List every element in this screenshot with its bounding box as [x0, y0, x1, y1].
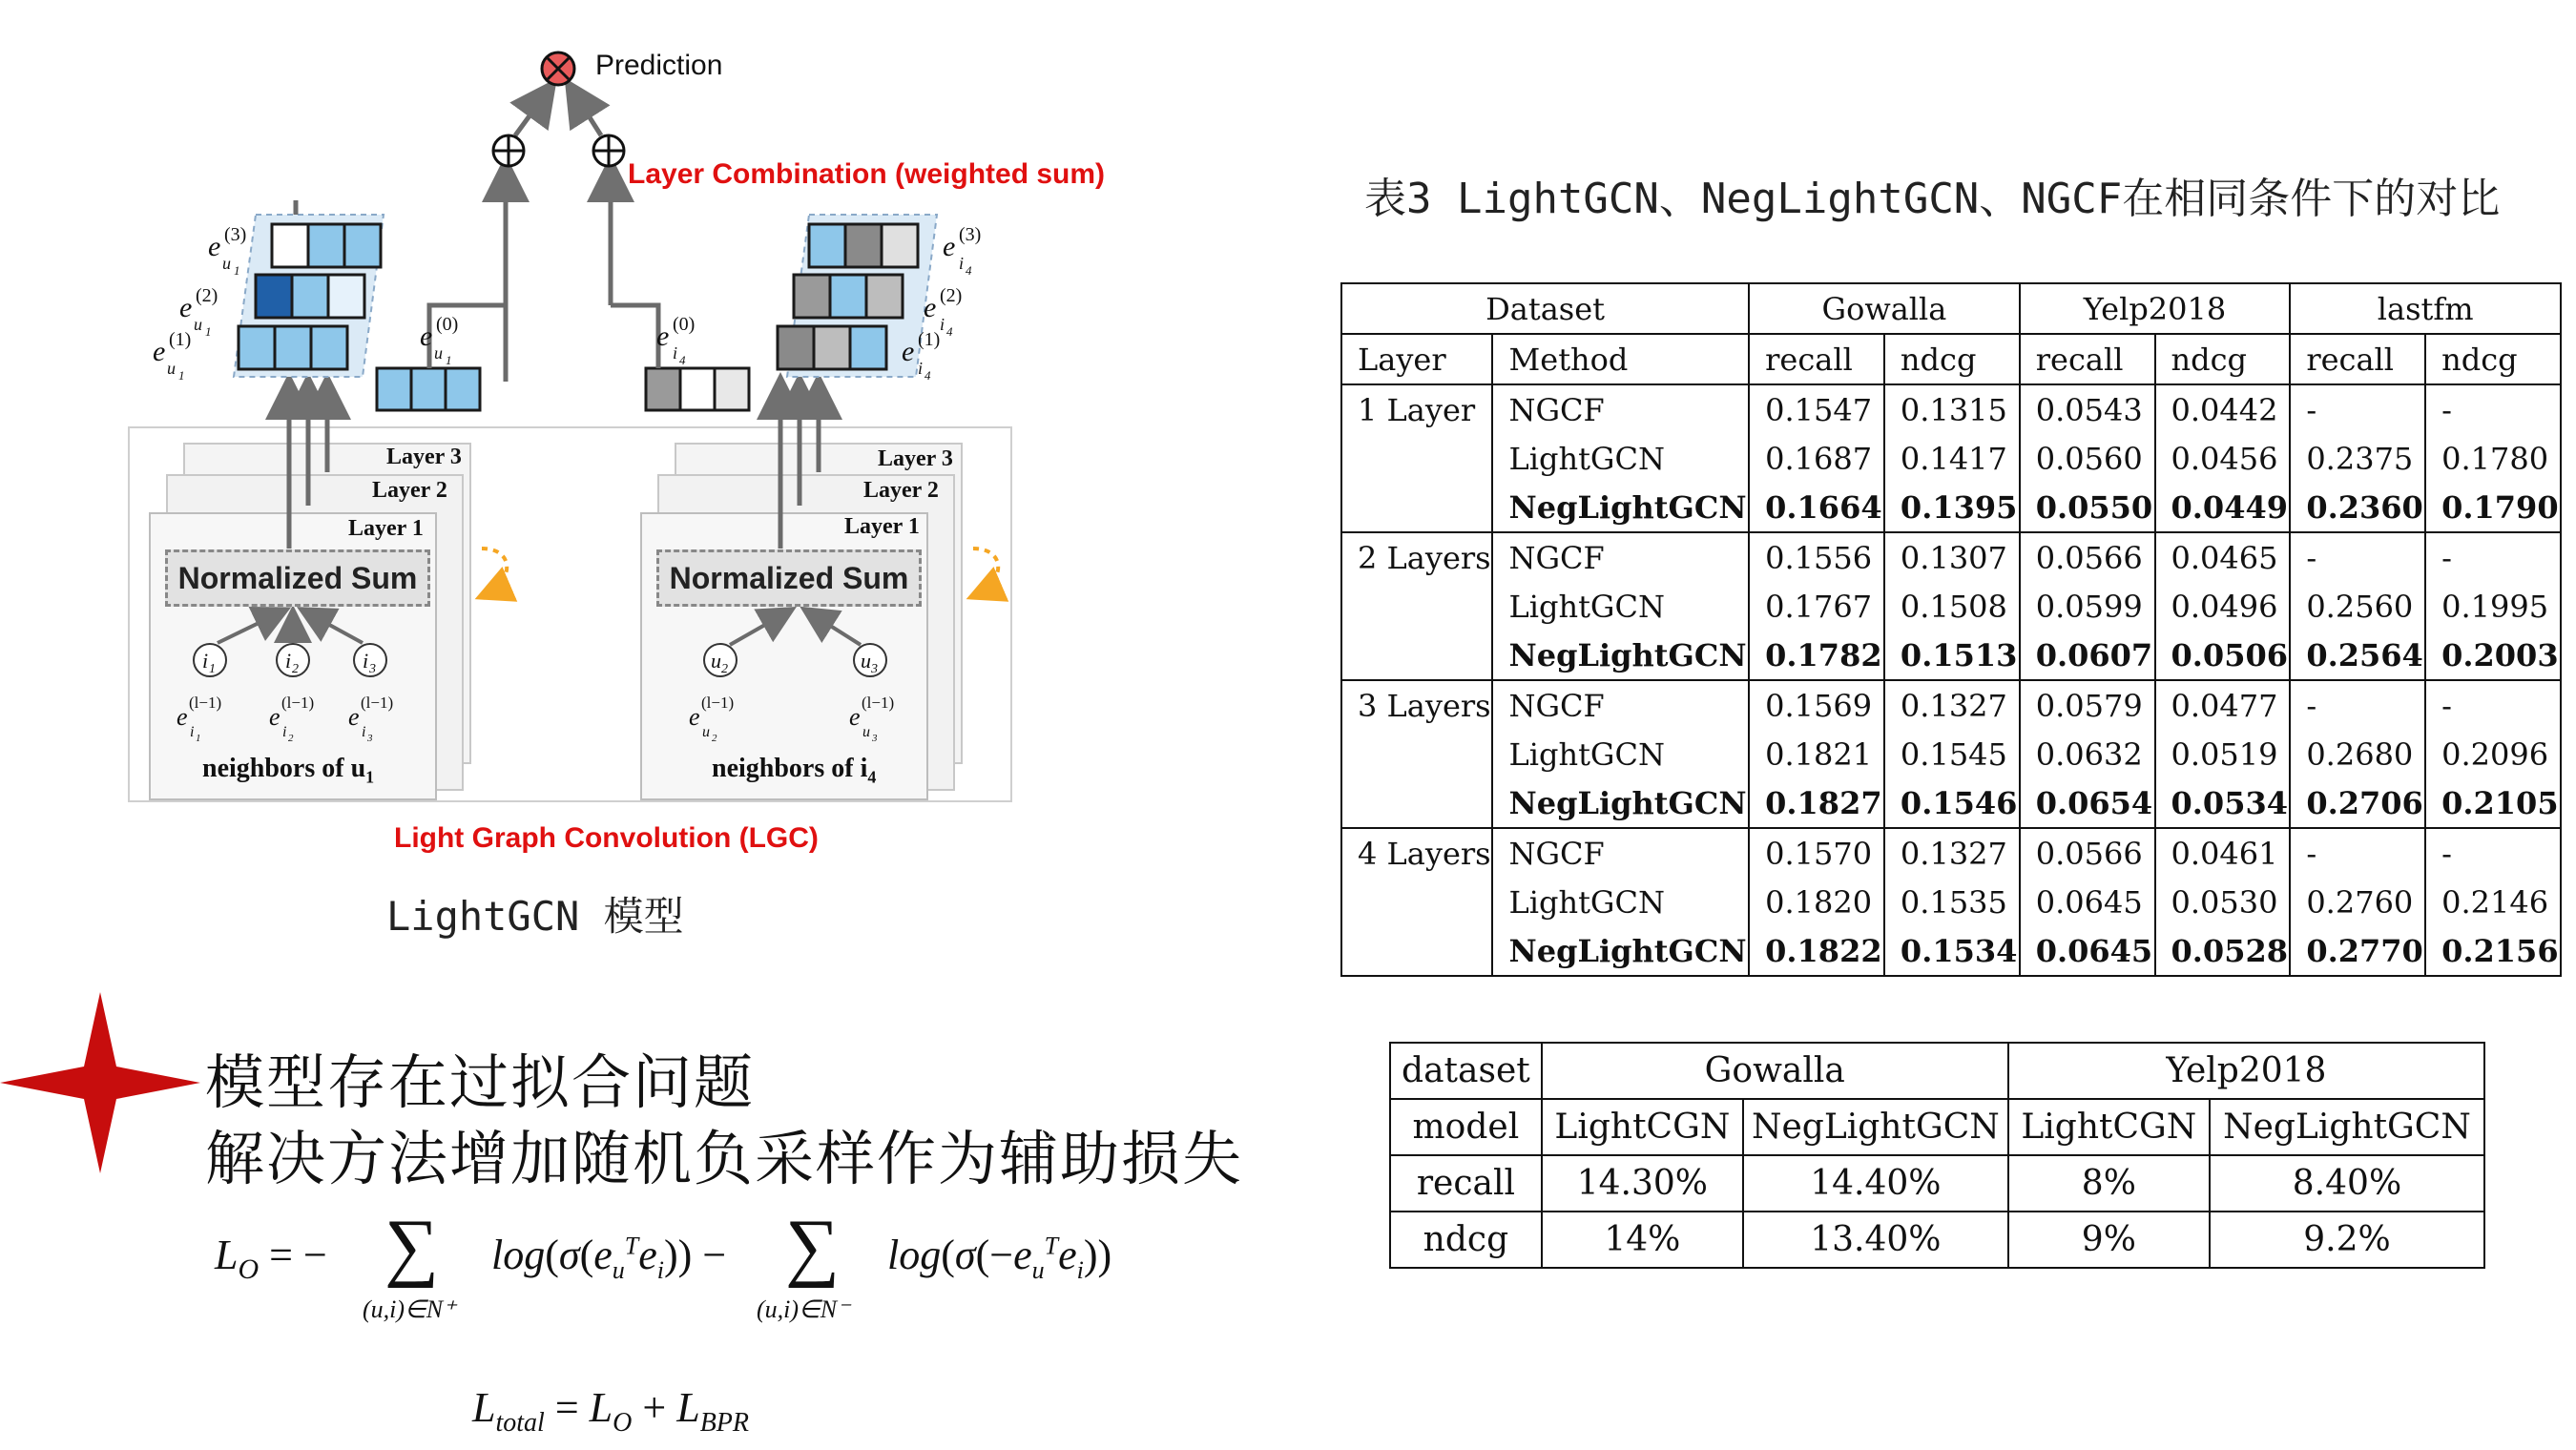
summary-cell: model: [1390, 1099, 1542, 1155]
method-cell: NegLightGCN: [1492, 483, 1749, 532]
method-cell: LightGCN: [1492, 434, 1749, 483]
svg-text:(3): (3): [224, 224, 247, 245]
svg-text:3: 3: [872, 733, 878, 744]
value-cell: 0.1417: [1884, 434, 2020, 483]
value-cell: 0.1307: [1884, 532, 2020, 582]
subheader-cell: recall: [2290, 334, 2425, 384]
svg-text:i: i: [918, 359, 924, 378]
table-row: [1341, 680, 2561, 730]
svg-text:u: u: [702, 724, 710, 740]
value-cell: 0.0543: [2020, 384, 2155, 434]
value-cell: 0.0528: [2155, 926, 2291, 976]
subheader-cell: ndcg: [1884, 334, 2020, 384]
value-cell: 0.0566: [2020, 532, 2155, 582]
svg-text:e: e: [943, 231, 956, 262]
svg-text:i: i: [940, 315, 945, 334]
layer-cell: 4 Layers: [1358, 835, 1491, 872]
value-cell: 0.1790: [2425, 483, 2561, 532]
layer-cell: [1341, 778, 1492, 828]
method-cell: LightGCN: [1492, 582, 1749, 631]
svg-text:u: u: [167, 359, 176, 378]
value-cell: 0.1535: [1884, 878, 2020, 926]
svg-text:i: i: [282, 724, 287, 740]
value-cell: 0.1782: [1749, 631, 1884, 680]
value-cell: 0.0632: [2020, 730, 2155, 778]
summary-cell: 9%: [2008, 1212, 2210, 1268]
table-row: [1341, 878, 2561, 926]
plus-nodes: [493, 135, 624, 166]
summary-row: [1390, 1099, 2484, 1155]
value-cell: 0.1556: [1749, 532, 1884, 582]
svg-text:3: 3: [367, 733, 373, 744]
value-cell: 0.0560: [2020, 434, 2155, 483]
value-cell: 0.1395: [1884, 483, 2020, 532]
svg-text:e: e: [348, 703, 360, 731]
svg-text:1: 1: [209, 662, 216, 676]
value-cell: 0.2003: [2425, 631, 2561, 680]
left-neighbors-label: neighbors of $u_1$: [202, 754, 375, 787]
svg-text:(l−1): (l−1): [701, 694, 735, 712]
svg-text:e: e: [924, 292, 937, 323]
left-layer3-tag: Layer 3: [386, 445, 462, 469]
value-cell: 0.1820: [1749, 878, 1884, 926]
svg-text:e: e: [269, 703, 280, 731]
value-cell: 0.0645: [2020, 926, 2155, 976]
svg-text:1: 1: [205, 324, 212, 339]
table-row: [1341, 532, 2561, 582]
right-layer3-tag: Layer 3: [878, 446, 953, 471]
layer-cell: 3 Layers: [1358, 687, 1491, 724]
summary-cell: 8%: [2008, 1155, 2210, 1212]
svg-text:u: u: [222, 254, 231, 273]
svg-text:1: 1: [446, 353, 452, 367]
svg-text:e: e: [177, 703, 188, 731]
value-cell: 0.2760: [2290, 878, 2425, 926]
method-cell: LightGCN: [1492, 878, 1749, 926]
value-cell: 0.1687: [1749, 434, 1884, 483]
svg-text:3: 3: [369, 662, 376, 676]
table-row: [1341, 730, 2561, 778]
value-cell: 0.0534: [2155, 778, 2291, 828]
value-cell: -: [2425, 532, 2561, 582]
table-subheader-row: [1341, 334, 2561, 384]
value-cell: 0.1545: [1884, 730, 2020, 778]
method-cell: NegLightGCN: [1492, 631, 1749, 680]
value-cell: 0.1508: [1884, 582, 2020, 631]
value-cell: 0.1315: [1884, 384, 2020, 434]
loss-o-formula: $L_O$ = − ∑ (u,i)∈N⁺ $\log(\sigma(e_u^Te_i))$ − ∑ (u,i)∈N⁻ $\log(\sigma(-e_u^Te_i))$: [215, 1205, 1112, 1323]
summary-cell: recall: [1390, 1155, 1542, 1212]
summary-table: [1389, 1042, 2485, 1269]
svg-text:(0): (0): [673, 314, 696, 335]
bullet-line-2: 解决方法增加随机负采样作为辅助损失: [205, 1124, 1244, 1193]
summary-row: [1390, 1212, 2484, 1268]
value-cell: 0.1821: [1749, 730, 1884, 778]
value-cell: 0.2680: [2290, 730, 2425, 778]
subheader-cell: recall: [1749, 334, 1884, 384]
value-cell: -: [2425, 680, 2561, 730]
summary-header-dataset: dataset: [1390, 1043, 1542, 1099]
summary-cell: 14%: [1542, 1212, 1743, 1268]
value-cell: 0.0645: [2020, 878, 2155, 926]
value-cell: 0.1546: [1884, 778, 2020, 828]
layer-cell: [1341, 582, 1492, 631]
value-cell: 0.2560: [2290, 582, 2425, 631]
value-cell: 0.1822: [1749, 926, 1884, 976]
table-row: [1341, 828, 2561, 878]
layer-cell: [1341, 730, 1492, 778]
lgc-label: Light Graph Convolution (LGC): [394, 822, 819, 854]
svg-text:u: u: [194, 315, 202, 334]
layer-cell: 1 Layer: [1358, 391, 1476, 428]
value-cell: 0.0506: [2155, 631, 2291, 680]
value-cell: 0.1995: [2425, 582, 2561, 631]
value-cell: 0.2146: [2425, 878, 2561, 926]
layer-combination-label: Layer Combination (weighted sum): [628, 158, 1106, 190]
right-layer2-tag: Layer 2: [863, 478, 939, 503]
svg-text:4: 4: [679, 353, 686, 367]
table-row: [1341, 778, 2561, 828]
value-cell: -: [2290, 532, 2425, 582]
table-row: [1341, 582, 2561, 631]
svg-text:e: e: [208, 231, 221, 262]
svg-text:u: u: [711, 649, 721, 673]
svg-text:u: u: [862, 724, 870, 740]
value-cell: 0.0465: [2155, 532, 2291, 582]
header-yelp2018: Yelp2018: [2020, 283, 2291, 334]
value-cell: 0.0599: [2020, 582, 2155, 631]
value-cell: 0.1327: [1884, 828, 2020, 878]
table-row: [1341, 631, 2561, 680]
layer-cell: [1341, 434, 1492, 483]
prediction-label: Prediction: [595, 50, 723, 81]
subheader-cell: recall: [2020, 334, 2155, 384]
summary-cell: LightCGN: [1542, 1099, 1743, 1155]
summary-header-row: [1390, 1043, 2484, 1099]
header-lastfm: lastfm: [2290, 283, 2561, 334]
prediction-node: [542, 52, 574, 85]
header-dataset: Dataset: [1485, 290, 1605, 327]
layer-cell: [1341, 483, 1492, 532]
table-row: [1341, 926, 2561, 976]
method-cell: NegLightGCN: [1492, 778, 1749, 828]
summary-header-yelp2018: Yelp2018: [2008, 1043, 2484, 1099]
value-cell: -: [2290, 384, 2425, 434]
value-cell: 0.2375: [2290, 434, 2425, 483]
table3-caption: 表3 LightGCN、NegLightGCN、NGCF在相同条件下的对比: [1364, 175, 2501, 223]
lightgcn-diagram: [0, 0, 1107, 878]
summary-cell: NegLightGCN: [2210, 1099, 2484, 1155]
value-cell: 0.1780: [2425, 434, 2561, 483]
svg-text:e: e: [902, 336, 915, 367]
svg-text:e: e: [153, 336, 166, 367]
svg-text:(l−1): (l−1): [361, 694, 394, 712]
svg-text:(l−1): (l−1): [189, 694, 222, 712]
value-cell: 0.0461: [2155, 828, 2291, 878]
svg-text:(3): (3): [959, 224, 982, 245]
value-cell: -: [2425, 828, 2561, 878]
right-layer1-tag: Layer 1: [844, 514, 920, 539]
method-cell: NGCF: [1492, 384, 1749, 434]
value-cell: 0.0566: [2020, 828, 2155, 878]
value-cell: 0.1570: [1749, 828, 1884, 878]
svg-text:u: u: [434, 343, 443, 362]
svg-text:2: 2: [712, 733, 717, 744]
value-cell: 0.1664: [1749, 483, 1884, 532]
table-row: [1341, 434, 2561, 483]
svg-text:1: 1: [178, 368, 185, 383]
value-cell: 0.0456: [2155, 434, 2291, 483]
value-cell: 0.0530: [2155, 878, 2291, 926]
layer-cell: [1341, 631, 1492, 680]
layer-cell: [1341, 926, 1492, 976]
method-cell: NegLightGCN: [1492, 926, 1749, 976]
svg-text:(l−1): (l−1): [281, 694, 315, 712]
svg-text:4: 4: [946, 324, 953, 339]
value-cell: 0.0496: [2155, 582, 2291, 631]
svg-text:4: 4: [924, 368, 931, 383]
svg-text:3: 3: [871, 662, 878, 676]
svg-text:1: 1: [196, 733, 201, 744]
header-gowalla: Gowalla: [1749, 283, 2020, 334]
summary-cell: 8.40%: [2210, 1155, 2484, 1212]
value-cell: -: [2425, 384, 2561, 434]
left-normalized-sum: Normalized Sum: [165, 549, 430, 607]
table-row: [1341, 483, 2561, 532]
value-cell: 0.2105: [2425, 778, 2561, 828]
svg-text:2: 2: [292, 662, 299, 676]
svg-text:(2): (2): [940, 285, 963, 306]
summary-cell: 9.2%: [2210, 1212, 2484, 1268]
value-cell: 0.2706: [2290, 778, 2425, 828]
right-neighbors-label: neighbors of $i_4$: [712, 754, 877, 787]
svg-text:i: i: [362, 724, 366, 740]
summary-cell: 13.40%: [1743, 1212, 2008, 1268]
method-cell: LightGCN: [1492, 730, 1749, 778]
model-caption: LightGCN 模型: [386, 893, 684, 940]
left-layer2-tag: Layer 2: [372, 478, 447, 503]
loss-total-formula: $L_{total} = L_O + L_{BPR}$: [472, 1384, 749, 1438]
value-cell: 0.0449: [2155, 483, 2291, 532]
svg-text:(l−1): (l−1): [862, 694, 895, 712]
value-cell: 0.2156: [2425, 926, 2561, 976]
value-cell: 0.0607: [2020, 631, 2155, 680]
svg-text:i: i: [959, 254, 965, 273]
subheader-cell: ndcg: [2155, 334, 2291, 384]
value-cell: 0.2096: [2425, 730, 2561, 778]
bullet-line-1: 模型存在过拟合问题: [205, 1047, 756, 1117]
svg-text:(1): (1): [918, 329, 941, 350]
summary-row: [1390, 1155, 2484, 1212]
svg-text:(2): (2): [196, 285, 218, 306]
subheader-cell: Layer: [1358, 341, 1446, 378]
svg-text:2: 2: [288, 733, 294, 744]
value-cell: 0.0519: [2155, 730, 2291, 778]
summary-cell: 14.30%: [1542, 1155, 1743, 1212]
svg-text:e: e: [179, 292, 193, 323]
svg-text:i: i: [673, 343, 678, 362]
value-cell: 0.0550: [2020, 483, 2155, 532]
svg-text:i: i: [202, 649, 209, 673]
method-cell: NGCF: [1492, 828, 1749, 878]
value-cell: 0.0654: [2020, 778, 2155, 828]
svg-text:e: e: [420, 321, 433, 352]
summary-cell: 14.40%: [1743, 1155, 2008, 1212]
summary-cell: NegLightGCN: [1743, 1099, 2008, 1155]
method-cell: NGCF: [1492, 532, 1749, 582]
summary-cell: ndcg: [1390, 1212, 1542, 1268]
value-cell: 0.1327: [1884, 680, 2020, 730]
comparison-table: [1340, 282, 2562, 977]
value-cell: -: [2290, 828, 2425, 878]
svg-text:e: e: [689, 703, 700, 731]
table2-body: [1390, 1099, 2484, 1268]
diagram-graphics: [0, 0, 1107, 878]
value-cell: 0.2770: [2290, 926, 2425, 976]
table-row: [1341, 384, 2561, 434]
value-cell: 0.0477: [2155, 680, 2291, 730]
table3-body: [1341, 384, 2561, 976]
value-cell: 0.1534: [1884, 926, 2020, 976]
summary-cell: LightCGN: [2008, 1099, 2210, 1155]
svg-text:i: i: [285, 649, 292, 673]
value-cell: 0.0579: [2020, 680, 2155, 730]
svg-text:e: e: [656, 321, 670, 352]
layer-cell: 2 Layers: [1358, 539, 1491, 576]
svg-text:i: i: [363, 649, 369, 673]
subheader-cell: Method: [1492, 334, 1749, 384]
subheader-cell: ndcg: [2425, 334, 2561, 384]
svg-text:4: 4: [966, 263, 972, 278]
svg-text:(0): (0): [436, 314, 459, 335]
svg-text:(1): (1): [169, 329, 192, 350]
svg-text:u: u: [861, 649, 871, 673]
value-cell: -: [2290, 680, 2425, 730]
value-cell: 0.1547: [1749, 384, 1884, 434]
value-cell: 0.1767: [1749, 582, 1884, 631]
layer-cell: [1341, 878, 1492, 926]
value-cell: 0.1569: [1749, 680, 1884, 730]
red-star-icon: [0, 992, 200, 1173]
value-cell: 0.0442: [2155, 384, 2291, 434]
right-normalized-sum: Normalized Sum: [656, 549, 922, 607]
table-header-row: [1341, 283, 2561, 334]
value-cell: 0.2360: [2290, 483, 2425, 532]
summary-header-gowalla: Gowalla: [1542, 1043, 2008, 1099]
value-cell: 0.1513: [1884, 631, 2020, 680]
method-cell: NGCF: [1492, 680, 1749, 730]
value-cell: 0.2564: [2290, 631, 2425, 680]
left-layer1-tag: Layer 1: [348, 516, 424, 541]
svg-text:2: 2: [721, 662, 728, 676]
value-cell: 0.1827: [1749, 778, 1884, 828]
svg-text:1: 1: [234, 263, 240, 278]
svg-text:e: e: [849, 703, 861, 731]
svg-text:i: i: [190, 724, 195, 740]
